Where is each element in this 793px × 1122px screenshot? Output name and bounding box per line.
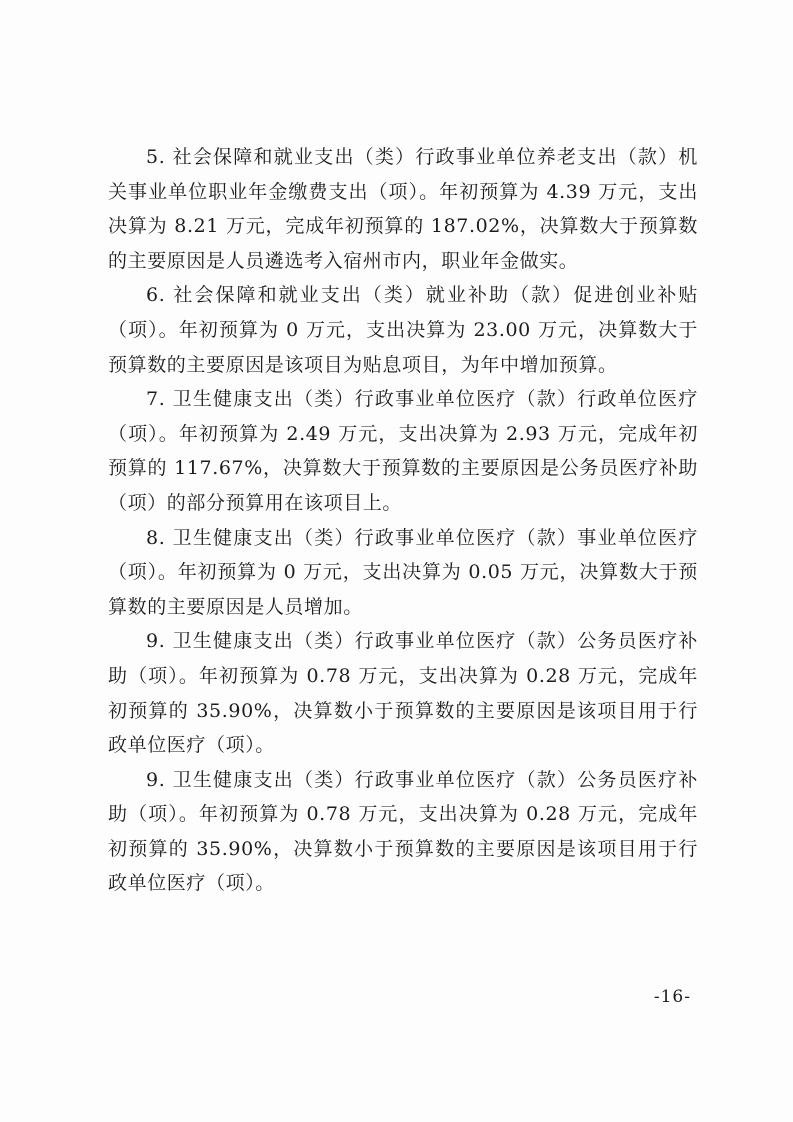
paragraph-item-8: 8. 卫生健康支出（类）行政事业单位医疗（款）事业单位医疗（项）。年初预算为 0 万元，支出决算为 0.05 万元，决算数大于预算数的主要原因是人员增加。 [108,526,698,618]
body-text [108,140,698,901]
paragraph-item-6: 6. 社会保障和就业支出（类）就业补助（款）促进创业补贴（项）。年初预算为 0 万元，支出决算为 23.00 万元，决算数大于预算数的主要原因是该项目为贴息项目，为年中增加预算。 [108,284,698,376]
paragraph-item-5: 5. 社会保障和就业支出（类）行政事业单位养老支出（款）机关事业单位职业年金缴费支出（项）。年初预算为 4.39 万元，支出决算为 8.21 万元，完成年初预算的 187.02%，决算数大于预算数的主要原因是人员遴选考入宿州市内，职业年金做实。 [108,146,698,272]
page-number: -16- [653,987,691,1007]
paragraph-item-7: 7. 卫生健康支出（类）行政事业单位医疗（款）行政单位医疗（项）。年初预算为 2.49 万元，支出决算为 2.93 万元，完成年初预算的 117.67%，决算数大于预算数的主要原因是公务员医疗补助（项）的部分预算用在该项目上。 [108,388,698,514]
paragraph-item-9-repeat: 9. 卫生健康支出（类）行政事业单位医疗（款）公务员医疗补助（项）。年初预算为 0.78 万元，支出决算为 0.28 万元，完成年初预算的 35.90%，决算数小于预算数的主要原因是该项目用于行政单位医疗（项）。 [108,768,698,895]
paragraph-item-9: 9. 卫生健康支出（类）行政事业单位医疗（款）公务员医疗补助（项）。年初预算为 0.78 万元，支出决算为 0.28 万元，完成年初预算的 35.90%，决算数小于预算数的主要原因是该项目用于行政单位医疗（项）。 [108,630,698,757]
